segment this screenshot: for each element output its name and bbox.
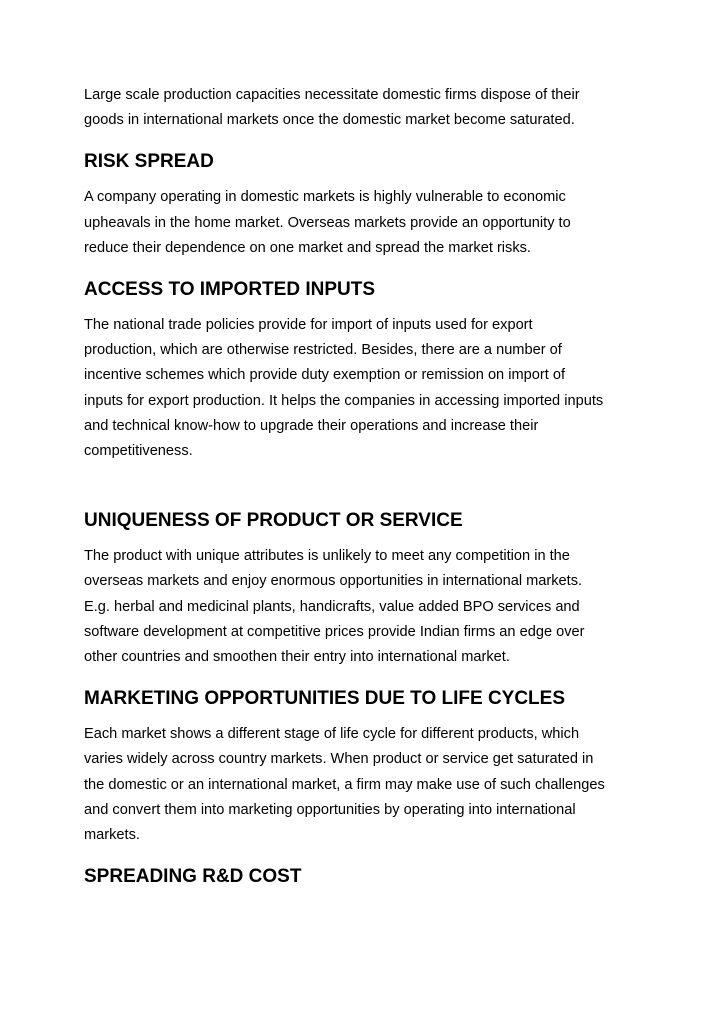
text-line: varies widely across country markets. When product or service get saturated in (84, 751, 594, 768)
section-paragraph-risk-spread (84, 185, 664, 261)
text-line: inputs for export production. It helps the companies in accessing imported inputs (84, 392, 604, 409)
text-line: E.g. herbal and medicinal plants, handicrafts, value added BPO services and (84, 598, 580, 615)
text-line: Each market shows a different stage of life cycle for different products, which (84, 726, 580, 743)
section-paragraph-uniqueness (84, 544, 664, 670)
section-heading-life-cycles: MARKETING OPPORTUNITIES DUE TO LIFE CYCLES (84, 688, 566, 710)
text-line: A company operating in domestic markets is highly vulnerable to economic (84, 189, 566, 206)
text-line: competitiveness. (84, 443, 193, 460)
text-line: other countries and smoothen their entry into international market. (84, 649, 510, 666)
text-line: the domestic or an international market, a firm may make use of such challenges (84, 776, 605, 793)
text-line: Large scale production capacities necessitate domestic firms dispose of their (84, 87, 580, 103)
text-line: upheavals in the home market. Overseas markets provide an opportunity to (84, 214, 571, 231)
intro-paragraph (84, 83, 664, 133)
document-page (84, 83, 664, 890)
text-line: incentive schemes which provide duty exemption or remission on import of (84, 367, 566, 384)
text-line: and technical know-how to upgrade their operations and increase their (84, 417, 539, 434)
text-line: production, which are otherwise restricted. Besides, there are a number of (84, 342, 562, 359)
section-heading-risk-spread: RISK SPREAD (84, 151, 214, 173)
text-line: reduce their dependence on one market and spread the market risks. (84, 239, 531, 256)
text-line: and convert them into marketing opportunities by operating into international (84, 801, 576, 818)
section-paragraph-life-cycles (84, 722, 664, 848)
text-line: goods in international markets once the domestic market become saturated. (84, 112, 575, 129)
section-heading-uniqueness: UNIQUENESS OF PRODUCT OR SERVICE (84, 510, 463, 532)
text-line: software development at competitive prices provide Indian firms an edge over (84, 623, 585, 640)
text-line: overseas markets and enjoy enormous opportunities in international markets. (84, 573, 583, 590)
text-line: The product with unique attributes is unlikely to meet any competition in the (84, 548, 570, 565)
section-heading-imported-inputs: ACCESS TO IMPORTED INPUTS (84, 279, 376, 301)
text-line: The national trade policies provide for import of inputs used for export (84, 317, 533, 334)
section-heading-rd-cost: SPREADING R&D COST (84, 866, 302, 888)
section-paragraph-imported-inputs (84, 313, 664, 464)
text-line: markets. (84, 827, 140, 844)
